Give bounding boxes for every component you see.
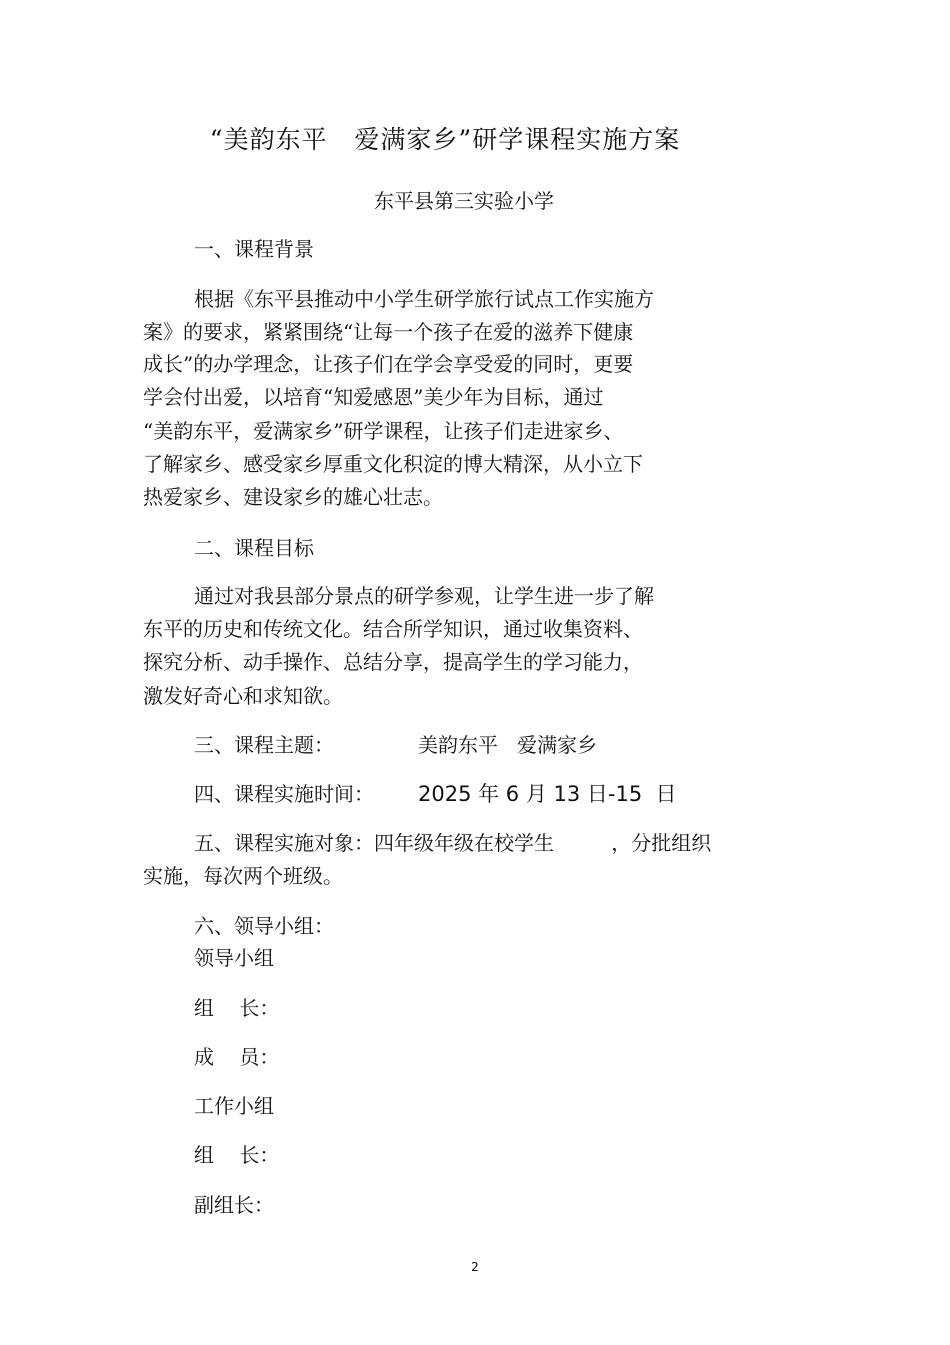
time-value: 2025 年 6 月 13 日-15 日: [418, 782, 677, 806]
section-heading-goals: 二、课程目标: [194, 536, 314, 560]
paragraph-line: “美韵东平，爱满家乡”研学课程，让孩子们走进家乡、: [143, 419, 624, 443]
group-leader-label: 组 长：: [194, 996, 280, 1020]
leadership-group-label: 领导小组: [194, 946, 274, 970]
section-heading-theme: 三、课程主题：: [194, 733, 334, 757]
paragraph-line: 激发好奇心和求知欲。: [143, 684, 343, 708]
page-number: 2: [471, 1260, 479, 1274]
section-heading-time: 四、课程实施时间：: [194, 782, 374, 806]
section-heading-target: 五、课程实施对象：四年级年级在校学生 ，分批组织: [194, 831, 712, 855]
paragraph-line: 热爱家乡、建设家乡的雄心壮志。: [143, 485, 443, 509]
paragraph-line: 根据《东平县推动中小学生研学旅行试点工作实施方: [194, 287, 654, 311]
school-name: 东平县第三实验小学: [374, 189, 554, 213]
paragraph-line: 了解家乡、感受家乡厚重文化积淀的博大精深，从小立下: [143, 452, 643, 476]
section-heading-leadership: 六、领导小组：: [194, 914, 334, 938]
group-members-label: 成 员：: [194, 1045, 280, 1069]
paragraph-line: 成长”的办学理念，让孩子们在学会享受爱的同时，更要: [143, 352, 634, 376]
paragraph-line: 实施，每次两个班级。: [143, 864, 343, 888]
paragraph-line: 通过对我县部分景点的研学参观，让学生进一步了解: [194, 584, 654, 608]
paragraph-line: 案》的要求，紧紧围绕“让每一个孩子在爱的滋养下健康: [143, 320, 634, 344]
paragraph-line: 探究分析、动手操作、总结分享，提高学生的学习能力，: [143, 650, 643, 674]
theme-value: 美韵东平 爱满家乡: [418, 733, 598, 757]
paragraph-line: 东平的历史和传统文化。结合所学知识，通过收集资料、: [143, 617, 643, 641]
paragraph-line: 学会付出爱，以培育“知爱感恩”美少年为目标，通过: [143, 385, 604, 409]
work-group-label: 工作小组: [194, 1094, 274, 1118]
work-group-leader-label: 组 长：: [194, 1143, 280, 1167]
section-heading-background: 一、课程背景: [194, 237, 314, 261]
document-title: “美韵东平 爱满家乡”研学课程实施方案: [209, 125, 681, 154]
deputy-leader-label: 副组长：: [194, 1193, 274, 1217]
